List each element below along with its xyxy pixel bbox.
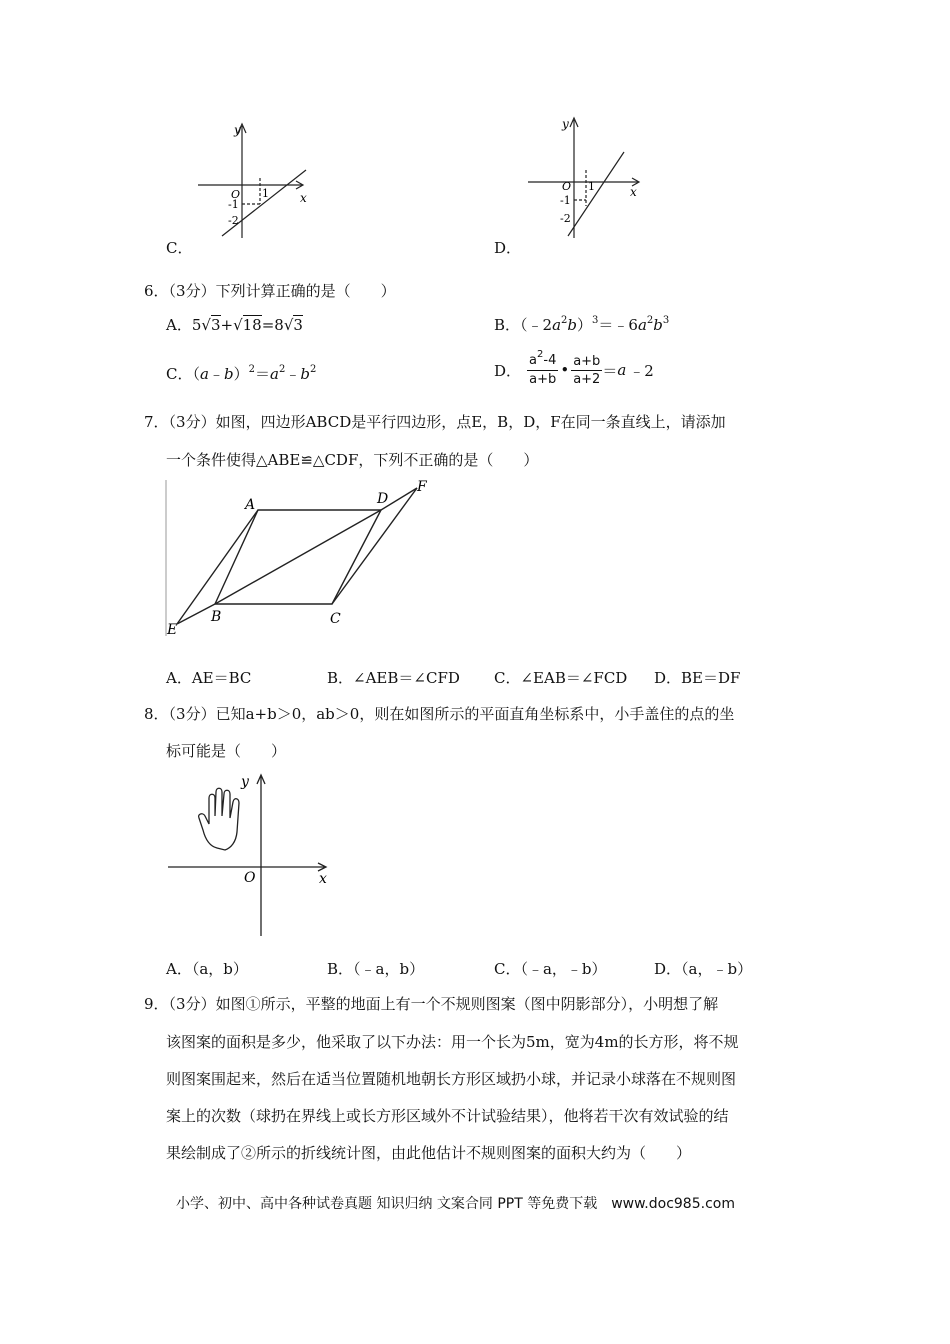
equals-sign: ＝ <box>602 361 618 380</box>
q8-stem-line-2: 标可能是（ ） <box>166 742 287 760</box>
exponent: 2 <box>248 364 255 375</box>
q7-option-c: C．∠EAB＝∠FCD <box>494 669 628 687</box>
var-a: a <box>637 316 647 334</box>
coefficient: 5 <box>191 316 202 334</box>
q7-option-a: A．AE＝BC <box>166 669 252 687</box>
sqrt-sign: √ <box>233 316 243 334</box>
q6-stem: 6．（3分）下列计算正确的是（ ） <box>144 282 396 300</box>
var-a: a <box>269 365 279 383</box>
var-a: a <box>617 361 627 379</box>
numerator: a+b <box>573 353 601 369</box>
option-label: B． <box>494 316 521 334</box>
multiply-dot: • <box>560 361 570 379</box>
graph-d-tick-neg2: -2 <box>560 212 571 225</box>
exponent: 3 <box>592 315 599 326</box>
exponent: 3 <box>662 315 670 326</box>
radicand: 18 <box>242 316 262 334</box>
var-a: a <box>552 316 562 334</box>
exponent: 2 <box>278 364 286 375</box>
q9-stem-line-5: 果绘制成了②所示的折线统计图，由此他估计不规则图案的面积大约为（ ） <box>166 1144 692 1162</box>
q8-option-a: A．（a，b） <box>166 960 248 978</box>
q7-stem-line-2: 一个条件使得△ABE≌△CDF，下列不正确的是（ ） <box>166 451 539 469</box>
num-part: a <box>529 353 537 368</box>
graph-d-origin: O <box>562 180 572 193</box>
q9-stem-line-4: 案上的次数（球扔在界线上或长方形区域外不计试验结果），他将若干次有效试验的结 <box>166 1107 729 1125</box>
graph-d-tick-neg1: -1 <box>560 194 571 207</box>
expr-part: ） <box>233 365 249 383</box>
q8-stem-line-1: 8．（3分）已知a+b＞0，ab＞0，则在如图所示的平面直角坐标系中，小手盖住的点的坐 <box>144 705 735 723</box>
expr-part: （﹣2 <box>520 316 553 334</box>
var-b: b <box>223 365 234 383</box>
plus-sign: + <box>220 316 234 334</box>
expr-part: ＝﹣6 <box>598 316 638 334</box>
q6-option-a <box>166 314 303 335</box>
point-d-label: D <box>377 491 389 507</box>
graph-c-y-label: y <box>234 123 241 137</box>
var-b: b <box>300 365 310 383</box>
origin-label: O <box>244 870 256 886</box>
option-label: A． <box>166 316 192 334</box>
expr-part: ） <box>577 316 593 334</box>
var-b: b <box>567 316 578 334</box>
numerator <box>527 349 558 371</box>
exponent: 2 <box>537 349 544 360</box>
denominator: a+b <box>529 372 557 387</box>
option-label: D． <box>494 361 522 380</box>
graph-c-origin: O <box>231 188 241 201</box>
y-axis-label: y <box>241 774 249 790</box>
expr-part: （ <box>192 365 200 383</box>
point-a-label: A <box>245 497 256 513</box>
denominator: a+2 <box>573 371 601 387</box>
x-axis-label: x <box>319 871 327 887</box>
graph-c-tick-1: 1 <box>262 187 269 200</box>
graph-d-y-label: y <box>562 117 569 131</box>
q7-stem-line-1: 7．（3分）如图，四边形ABCD是平行四边形，点E，B，D，F在同一条直线上，请添加 <box>144 413 726 431</box>
q8-option-d: D．（a，﹣b） <box>654 960 753 978</box>
point-e-label: E <box>167 622 178 638</box>
radicand: 3 <box>210 316 221 334</box>
graph-d-x-label: x <box>630 185 637 199</box>
exponent: 2 <box>309 364 317 375</box>
expr-part: ﹣ <box>208 365 224 383</box>
q8-option-c: C．（﹣a，﹣b） <box>494 960 607 978</box>
fraction-2 <box>571 353 602 388</box>
q9-stem-line-1: 9．（3分）如图①所示，平整的地面上有一个不规则图案（图中阴影部分），小明想了解 <box>144 995 719 1013</box>
hand-icon <box>199 788 239 850</box>
q7-option-d: D．BE＝DF <box>654 669 741 687</box>
graph-option-d <box>524 112 644 240</box>
point-b-label: B <box>211 609 222 625</box>
q7-option-b: B．∠AEB＝∠CFD <box>327 669 460 687</box>
exponent: 2 <box>646 315 654 326</box>
q8-option-b: B．（﹣a，b） <box>327 960 425 978</box>
equals-part: =8 <box>261 316 284 334</box>
q5-option-c-label: C． <box>166 239 193 257</box>
exponent: 2 <box>561 315 568 326</box>
q6-option-d <box>494 349 654 388</box>
radicand: 3 <box>293 316 303 334</box>
sqrt-sign: √ <box>283 316 294 334</box>
q9-stem-line-3: 则图案围起来，然后在适当位置随机地朝长方形区域扔小球，并记录小球落在不规则图 <box>166 1070 737 1088</box>
graph-c-tick-neg1: -1 <box>228 198 239 211</box>
var-b: b <box>653 316 663 334</box>
q9-stem-line-2: 该图案的面积是多少，他采取了以下办法：用一个长为5m，宽为4m的长方形，将不规 <box>166 1033 739 1051</box>
option-label: C． <box>166 365 193 383</box>
q6-option-b <box>494 314 669 335</box>
point-c-label: C <box>330 611 341 627</box>
expr-part: ﹣ <box>285 365 301 383</box>
expr-part: ﹣2 <box>629 361 654 380</box>
num-part: -4 <box>543 353 557 368</box>
var-a: a <box>200 365 209 383</box>
fraction-1 <box>527 349 558 388</box>
parallelogram-figure <box>165 478 435 640</box>
coordinate-figure <box>165 770 340 940</box>
q6-option-c <box>166 363 316 384</box>
expr-part: ＝ <box>254 365 270 383</box>
graph-c-tick-neg2: -2 <box>228 214 239 227</box>
page-footer: 小学、初中、高中各种试卷真题 知识归纳 文案合同 PPT 等免费下载 www.doc985.com <box>176 1196 735 1212</box>
point-f-label: F <box>417 479 427 495</box>
sqrt-sign: √ <box>201 316 211 334</box>
graph-option-c <box>190 118 320 243</box>
graph-c-x-label: x <box>300 191 307 205</box>
graph-d-tick-1: 1 <box>588 180 595 193</box>
q5-option-d-label: D． <box>494 239 522 257</box>
